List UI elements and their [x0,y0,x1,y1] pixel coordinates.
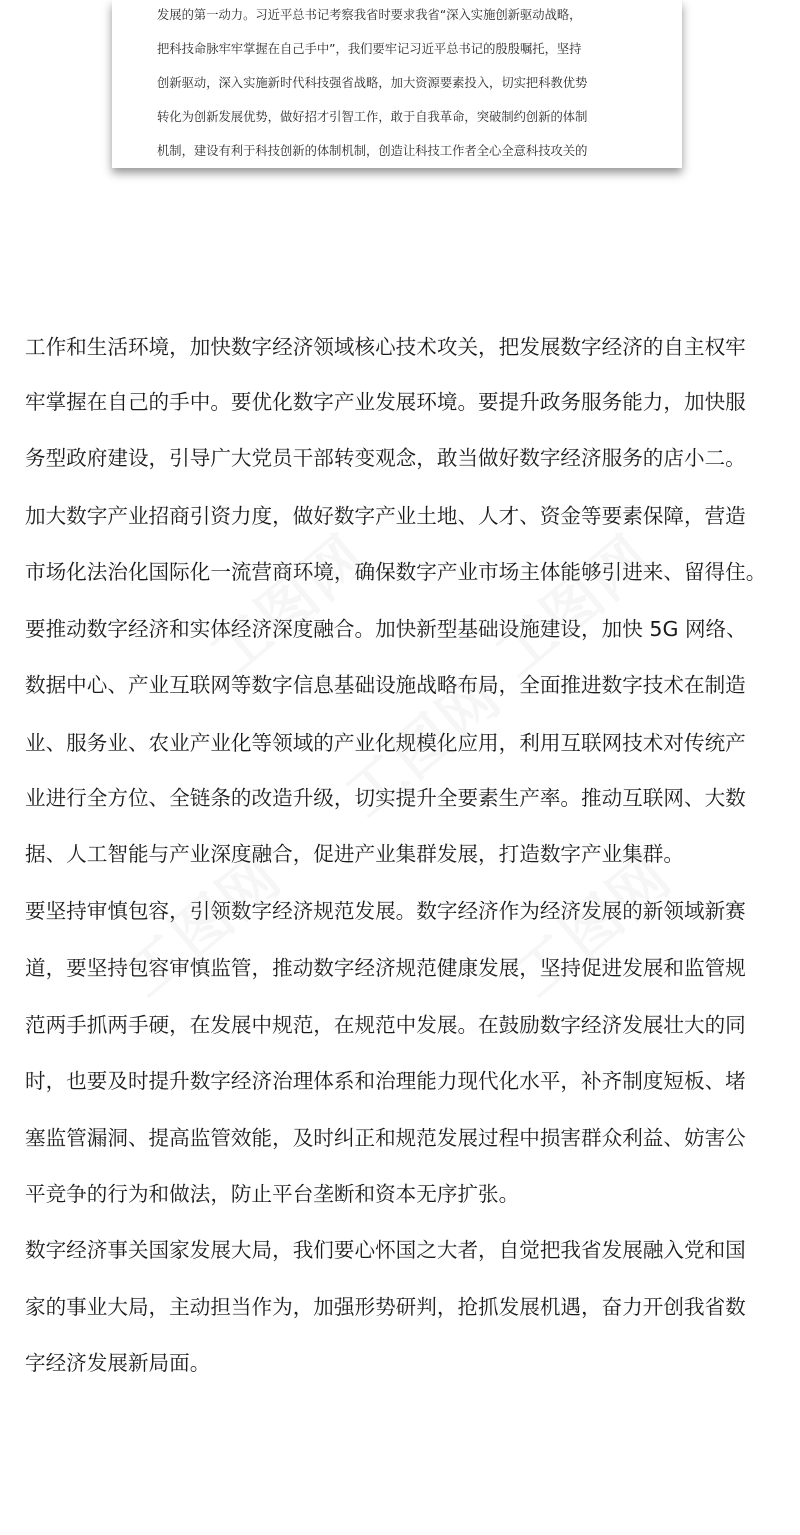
preview-line: 把科技命脉牢牢掌握在自己手中”，我们要牢记习近平总书记的殷殷嘱托，坚持 [157,42,582,56]
article-line: 数字经济事关国家发展大局，我们要心怀国之大者，自觉把我省发展融入党和国 [25,1238,746,1262]
preview-line: 转化为创新发展优势，做好招才引智工作，敢于自我革命，突破制约创新的体制 [157,110,588,124]
article-line: 数据中心、产业互联网等数字信息基础设施战略布局，全面推进数字技术在制造 [25,673,746,697]
article-line: 塞监管漏洞、提高监管效能，及时纠正和规范发展过程中损害群众利益、妨害公 [25,1126,746,1150]
article-line: 市场化法治化国际化一流营商环境，确保数字产业市场主体能够引进来、留得住。 [25,560,767,584]
article-line: 字经济发展新局面。 [25,1351,211,1375]
article-line: 范两手抓两手硬，在发展中规范，在规范中发展。在鼓励数字经济发展壮大的同 [25,1013,746,1037]
watermark: 工图网 [197,521,380,690]
article-line: 家的事业大局，主动担当作为，加强形势研判，抢抓发展机遇，奋力开创我省数 [25,1295,746,1319]
watermark: 工图网 [332,661,515,830]
article-line: 务型政府建设，引导广大党员干部转变观念，敢当做好数字经济服务的店小二。 [25,446,746,470]
article-line: 时，也要及时提升数字经济治理体系和治理能力现代化水平，补齐制度短板、堵 [25,1069,746,1093]
article-line: 业进行全方位、全链条的改造升级，切实提升全要素生产率。推动互联网、大数 [25,786,746,810]
watermark: 工图网 [502,841,685,1010]
watermark: 工图网 [482,521,665,690]
preview-line: 创新驱动，深入实施新时代科技强省战略，加大资源要素投入，切实把科教优势 [157,76,588,90]
article-line: 要推动数字经济和实体经济深度融合。加快新型基础设施建设，加快 5G 网络、 [25,617,747,641]
article-line: 要坚持审慎包容，引领数字经济规范发展。数字经济作为经济发展的新领域新赛 [25,899,746,923]
article-line: 业、服务业、农业产业化等领域的产业化规模化应用，利用互联网技术对传统产 [25,731,746,755]
article-line: 工作和生活环境，加快数字经济领域核心技术攻关，把发展数字经济的自主权牢 [25,335,746,359]
article-line: 据、人工智能与产业深度融合，促进产业集群发展，打造数字产业集群。 [25,842,684,866]
article-line: 平竞争的行为和做法，防止平台垄断和资本无序扩张。 [25,1182,520,1206]
article-line: 道，要坚持包容审慎监管，推动数字经济规范健康发展，坚持促进发展和监管规 [25,956,746,980]
preview-line: 发展的第一动力。习近平总书记考察我省时要求我省“深入实施创新驱动战略， [157,8,582,22]
preview-line: 机制，建设有利于科技创新的体制机制，创造让科技工作者全心全意科技攻关的 [157,144,588,158]
article-line: 加大数字产业招商引资力度，做好数字产业土地、人才、资金等要素保障，营造 [25,504,746,528]
article-line: 牢掌握在自己的手中。要优化数字产业发展环境。要提升政务服务能力，加快服 [25,390,746,414]
watermark: 工图网 [112,841,295,1010]
